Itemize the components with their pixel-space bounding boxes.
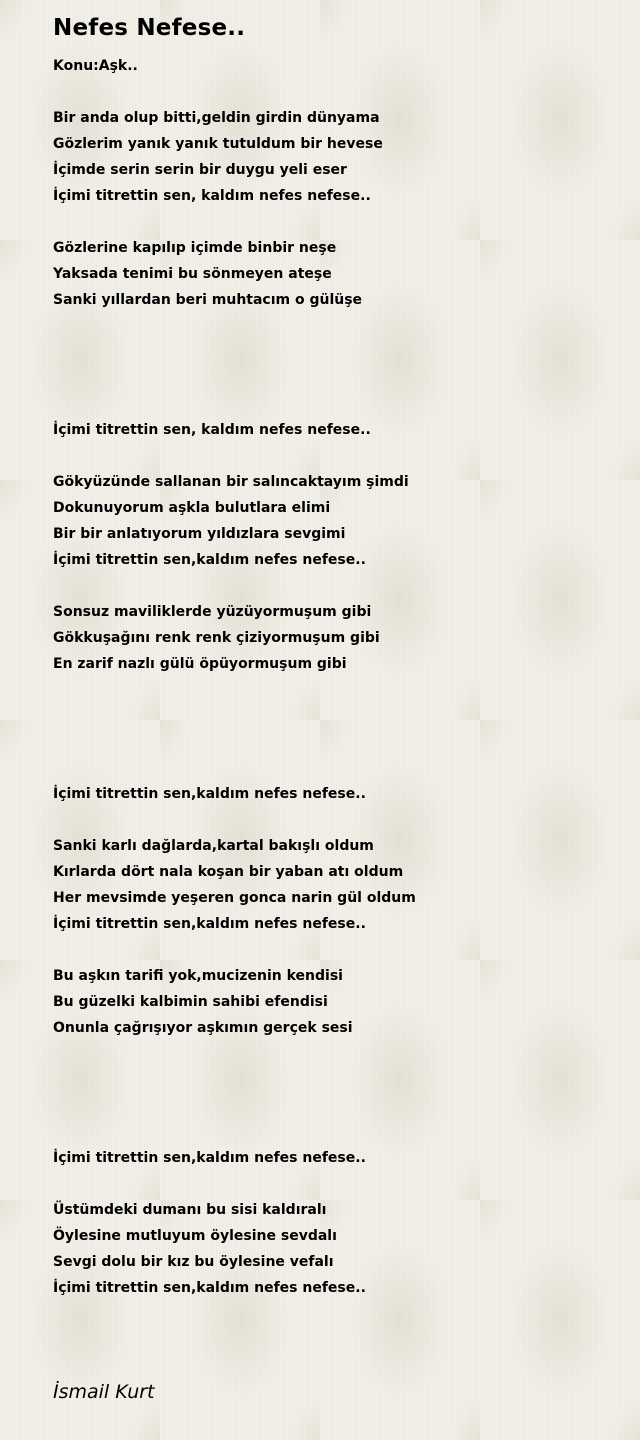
poem-blank-line <box>53 443 613 469</box>
poem-line: Sanki karlı dağlarda,kartal bakışlı oldum <box>53 838 374 854</box>
poem-line: Sanki yıllardan beri muhtacım o gülüşe <box>53 292 363 308</box>
poem-blank-line <box>53 1041 613 1067</box>
poem-line: Gözlerim yanık yanık tutuldum bir hevese <box>53 136 383 152</box>
poem-line: Dokunuyorum aşkla bulutlara elimi <box>53 500 331 516</box>
poem-blank-line <box>53 313 613 339</box>
poem-blank-line <box>53 365 613 391</box>
poem-line: Bir bir anlatıyorum yıldızlara sevgimi <box>53 526 346 542</box>
poem-line: Sevgi dolu bir kız bu öylesine vefalı <box>53 1254 334 1270</box>
poem-blank-line <box>53 729 613 755</box>
poem-line: Bu aşkın tarifi yok,mucizenin kendisi <box>53 968 343 984</box>
poem-line: Gökkuşağını renk renk çiziyormuşum gibi <box>53 630 380 646</box>
poem-author: İsmail Kurt <box>53 1381 155 1403</box>
poem-blank-line <box>53 703 613 729</box>
poem-line: İçimi titrettin sen,kaldım nefes nefese.. <box>53 786 366 802</box>
poem-blank-line <box>53 209 613 235</box>
poem-blank-line <box>53 937 613 963</box>
poem-line: Öylesine mutluyum öylesine sevdalı <box>53 1228 337 1244</box>
poem-blank-line <box>53 1119 613 1145</box>
poem-line: Onunla çağrışıyor aşkımın gerçek sesi <box>53 1020 353 1036</box>
poem-line: Gökyüzünde sallanan bir salıncaktayım şimdi <box>53 474 409 490</box>
poem-line: Bu güzelki kalbimin sahibi efendisi <box>53 994 328 1010</box>
poem-line: İçimi titrettin sen,kaldım nefes nefese.. <box>53 1150 366 1166</box>
poem-title: Nefes Nefese.. <box>53 15 246 41</box>
poem-blank-line <box>53 1171 613 1197</box>
poem-blank-line <box>53 755 613 781</box>
poem-blank-line <box>53 573 613 599</box>
poem-blank-line <box>53 391 613 417</box>
poem-line: İçimi titrettin sen,kaldım nefes nefese.. <box>53 916 366 932</box>
poem-line: İçimi titrettin sen,kaldım nefes nefese.. <box>53 1280 366 1296</box>
poem-line: İçimi titrettin sen, kaldım nefes nefese.. <box>53 188 371 204</box>
poem-body <box>53 105 613 1301</box>
poem-blank-line <box>53 339 613 365</box>
poem-line: İçimi titrettin sen, kaldım nefes nefese.. <box>53 422 371 438</box>
poem-topic: Konu:Aşk.. <box>53 58 138 74</box>
poem-blank-line <box>53 677 613 703</box>
poem-line: Sonsuz maviliklerde yüzüyormuşum gibi <box>53 604 372 620</box>
poem-page <box>53 0 613 1301</box>
poem-line: En zarif nazlı gülü öpüyormuşum gibi <box>53 656 347 672</box>
poem-blank-line <box>53 807 613 833</box>
poem-blank-line <box>53 1067 613 1093</box>
poem-blank-line <box>53 1093 613 1119</box>
poem-line: Bir anda olup bitti,geldin girdin dünyama <box>53 110 380 126</box>
poem-line: Yaksada tenimi bu sönmeyen ateşe <box>53 266 332 282</box>
poem-line: Her mevsimde yeşeren gonca narin gül oldum <box>53 890 416 906</box>
poem-line: Gözlerine kapılıp içimde binbir neşe <box>53 240 337 256</box>
poem-line: İçimde serin serin bir duygu yeli eser <box>53 162 347 178</box>
poem-line: Kırlarda dört nala koşan bir yaban atı oldum <box>53 864 404 880</box>
poem-line: Üstümdeki dumanı bu sisi kaldıralı <box>53 1202 327 1218</box>
poem-line: İçimi titrettin sen,kaldım nefes nefese.. <box>53 552 366 568</box>
